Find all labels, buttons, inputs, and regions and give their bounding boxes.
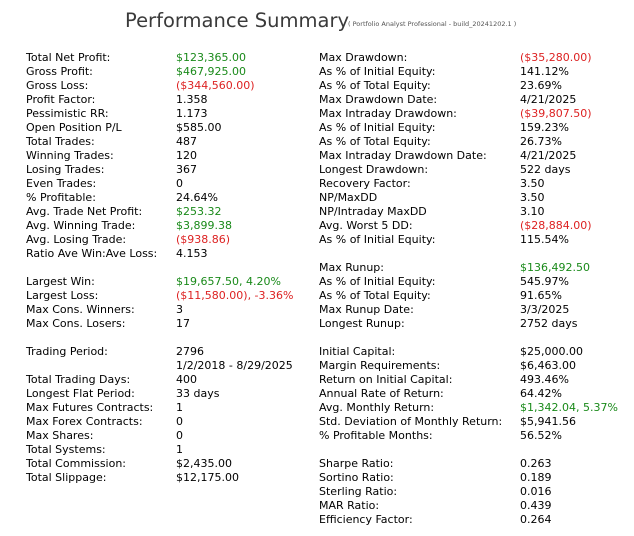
stat-value: 1	[176, 401, 183, 414]
stat-row-total-systems	[26, 443, 316, 457]
stat-value: 3.50	[520, 191, 545, 204]
stat-value: 141.12%	[520, 65, 569, 78]
stat-label: Trading Period:	[26, 345, 108, 358]
stat-row-total-slippage	[26, 471, 316, 485]
stat-value: ($938.86)	[176, 233, 231, 246]
stat-row-std-deviation-of-monthly-return	[319, 415, 629, 429]
spacer-row	[26, 331, 316, 345]
stat-value: 3/3/2025	[520, 303, 570, 316]
stat-value: ($28,884.00)	[520, 219, 592, 232]
stat-row-avg-winning-trade	[26, 219, 316, 233]
stat-row-sortino-ratio	[319, 471, 629, 485]
stat-label: Sharpe Ratio:	[319, 457, 394, 470]
stat-row-initial-capital	[319, 345, 629, 359]
stat-value: 1.173	[176, 107, 208, 120]
stat-row-sterling-ratio	[319, 485, 629, 499]
stat-value: 23.69%	[520, 79, 562, 92]
stat-value: 545.97%	[520, 275, 569, 288]
stat-row-max-forex-contracts	[26, 415, 316, 429]
stat-value: 0.439	[520, 499, 552, 512]
stat-label: Avg. Winning Trade:	[26, 219, 136, 232]
stat-row-total-trading-days	[26, 373, 316, 387]
stat-label: Std. Deviation of Monthly Return:	[319, 415, 503, 428]
stat-row-return-on-initial-capital	[319, 373, 629, 387]
stat-value: 0.264	[520, 513, 552, 526]
stat-value: $2,435.00	[176, 457, 232, 470]
stat-row-margin-requirements	[319, 359, 629, 373]
stat-label: Losing Trades:	[26, 163, 105, 176]
stat-label: NP/Intraday MaxDD	[319, 205, 427, 218]
stat-label: Return on Initial Capital:	[319, 373, 453, 386]
stat-label: Initial Capital:	[319, 345, 396, 358]
stat-value: $3,899.38	[176, 219, 232, 232]
stat-value: 0	[176, 415, 183, 428]
stat-row-open-position-p-l	[26, 121, 316, 135]
stat-value: $585.00	[176, 121, 222, 134]
right-stats-column	[319, 51, 629, 527]
stat-label: Max Drawdown:	[319, 51, 408, 64]
stat-value: $123,365.00	[176, 51, 246, 64]
stat-row-profitable	[26, 191, 316, 205]
stat-label: As % of Initial Equity:	[319, 65, 436, 78]
build-subtitle: ( Portfolio Analyst Professional - build_20241202.1 )	[348, 20, 517, 28]
stat-value: 1/2/2018 - 8/29/2025	[176, 359, 293, 372]
stat-label: As % of Initial Equity:	[319, 121, 436, 134]
stat-value: $467,925.00	[176, 65, 246, 78]
stat-row-as-of-total-equity	[319, 135, 629, 149]
stat-label: Max Cons. Winners:	[26, 303, 135, 316]
stat-value: 0	[176, 177, 183, 190]
page-title: Performance Summary	[125, 9, 350, 32]
stat-row-as-of-total-equity	[319, 289, 629, 303]
spacer-row	[319, 443, 629, 457]
stat-row-as-of-initial-equity	[319, 233, 629, 247]
stat-row-np-intraday-maxdd	[319, 205, 629, 219]
stat-value: 3	[176, 303, 183, 316]
stat-value: 2796	[176, 345, 204, 358]
stat-value: 91.65%	[520, 289, 562, 302]
stat-value: 4/21/2025	[520, 93, 577, 106]
stat-value: 0	[176, 429, 183, 442]
stat-value: 33 days	[176, 387, 220, 400]
stat-label: Gross Loss:	[26, 79, 89, 92]
stat-label: As % of Total Equity:	[319, 79, 431, 92]
stat-value: ($344,560.00)	[176, 79, 255, 92]
stat-row	[26, 359, 316, 373]
stat-label: Total Net Profit:	[26, 51, 111, 64]
stat-row-max-runup-date	[319, 303, 629, 317]
stat-row-longest-flat-period	[26, 387, 316, 401]
stat-row-as-of-initial-equity	[319, 121, 629, 135]
stat-row-efficiency-factor	[319, 513, 629, 527]
stat-value: ($39,807.50)	[520, 107, 592, 120]
stat-value: $5,941.56	[520, 415, 576, 428]
stat-row-as-of-total-equity	[319, 79, 629, 93]
stat-row-max-drawdown	[319, 51, 629, 65]
stat-row-profit-factor	[26, 93, 316, 107]
stat-value: 26.73%	[520, 135, 562, 148]
stat-label: Max Intraday Drawdown Date:	[319, 149, 487, 162]
spacer-row	[26, 261, 316, 275]
stat-value: 487	[176, 135, 197, 148]
stat-label: Even Trades:	[26, 177, 97, 190]
stat-label: Total Slippage:	[26, 471, 107, 484]
stat-row-mar-ratio	[319, 499, 629, 513]
stat-value: 0.263	[520, 457, 552, 470]
stat-value: 1.358	[176, 93, 208, 106]
stat-label: Max Forex Contracts:	[26, 415, 143, 428]
stat-value: 115.54%	[520, 233, 569, 246]
stat-label: % Profitable Months:	[319, 429, 433, 442]
stat-value: 120	[176, 149, 197, 162]
stat-value: $253.32	[176, 205, 222, 218]
stat-row-max-runup	[319, 261, 629, 275]
stat-label: Max Shares:	[26, 429, 94, 442]
stat-label: Longest Drawdown:	[319, 163, 429, 176]
stat-label: MAR Ratio:	[319, 499, 380, 512]
stat-row-avg-worst-5-dd	[319, 219, 629, 233]
stat-row-total-trades	[26, 135, 316, 149]
stat-row-np-maxdd	[319, 191, 629, 205]
stat-row-max-intraday-drawdown-date	[319, 149, 629, 163]
stat-row-max-cons-losers	[26, 317, 316, 331]
stat-row-avg-monthly-return	[319, 401, 629, 415]
stat-row-longest-drawdown	[319, 163, 629, 177]
stat-row-gross-profit	[26, 65, 316, 79]
stat-value: 4/21/2025	[520, 149, 577, 162]
stat-label: Recovery Factor:	[319, 177, 411, 190]
stat-label: Sterling Ratio:	[319, 485, 398, 498]
stat-value: ($35,280.00)	[520, 51, 592, 64]
stat-value: 493.46%	[520, 373, 569, 386]
stat-value: $12,175.00	[176, 471, 239, 484]
stat-label: NP/MaxDD	[319, 191, 378, 204]
stat-row-even-trades	[26, 177, 316, 191]
stat-row-ratio-ave-win-ave-loss	[26, 247, 316, 261]
stat-label: As % of Total Equity:	[319, 289, 431, 302]
stat-row-gross-loss	[26, 79, 316, 93]
stat-value: 3.10	[520, 205, 545, 218]
stat-label: Winning Trades:	[26, 149, 114, 162]
stat-label: Avg. Monthly Return:	[319, 401, 435, 414]
stat-label: Open Position P/L	[26, 121, 122, 134]
stat-row-total-net-profit	[26, 51, 316, 65]
stat-label: Avg. Trade Net Profit:	[26, 205, 143, 218]
left-stats-column	[26, 51, 316, 485]
stat-label: Largest Win:	[26, 275, 95, 288]
stat-row-as-of-initial-equity	[319, 275, 629, 289]
stat-row-as-of-initial-equity	[319, 65, 629, 79]
stat-label: Margin Requirements:	[319, 359, 441, 372]
stat-value: 0.189	[520, 471, 552, 484]
stat-row-max-intraday-drawdown	[319, 107, 629, 121]
stat-row-total-commission	[26, 457, 316, 471]
stat-label: Avg. Worst 5 DD:	[319, 219, 413, 232]
stat-label: Ratio Ave Win:Ave Loss:	[26, 247, 158, 260]
stat-value: 24.64%	[176, 191, 218, 204]
stat-label: % Profitable:	[26, 191, 96, 204]
stat-row-longest-runup	[319, 317, 629, 331]
stat-row-trading-period	[26, 345, 316, 359]
stat-row-max-drawdown-date	[319, 93, 629, 107]
stat-row-largest-loss	[26, 289, 316, 303]
stat-label: Efficiency Factor:	[319, 513, 413, 526]
spacer-row	[319, 331, 629, 345]
stat-label: Longest Runup:	[319, 317, 405, 330]
stat-label: Total Trades:	[26, 135, 95, 148]
stat-label: As % of Initial Equity:	[319, 233, 436, 246]
stat-value: 159.23%	[520, 121, 569, 134]
stat-label: Total Commission:	[26, 457, 127, 470]
stat-value: $25,000.00	[520, 345, 583, 358]
stat-value: 3.50	[520, 177, 545, 190]
stat-label: Longest Flat Period:	[26, 387, 135, 400]
stat-value: 367	[176, 163, 197, 176]
stat-value: $1,342.04, 5.37%	[520, 401, 618, 414]
stat-row-avg-trade-net-profit	[26, 205, 316, 219]
stat-label: As % of Initial Equity:	[319, 275, 436, 288]
stat-value: 400	[176, 373, 197, 386]
stat-label: Max Runup Date:	[319, 303, 414, 316]
stat-row-max-shares	[26, 429, 316, 443]
stat-row-winning-trades	[26, 149, 316, 163]
stat-row-profitable-months	[319, 429, 629, 443]
stat-label: Total Trading Days:	[26, 373, 131, 386]
stat-label: Max Futures Contracts:	[26, 401, 154, 414]
stat-row-avg-losing-trade	[26, 233, 316, 247]
stat-value: 522 days	[520, 163, 571, 176]
stat-row-max-futures-contracts	[26, 401, 316, 415]
stat-label: Max Intraday Drawdown:	[319, 107, 457, 120]
stat-row-pessimistic-rr	[26, 107, 316, 121]
stat-row-annual-rate-of-return	[319, 387, 629, 401]
stat-label: Max Cons. Losers:	[26, 317, 126, 330]
stat-label: Max Runup:	[319, 261, 384, 274]
stat-value: 56.52%	[520, 429, 562, 442]
stat-label: As % of Total Equity:	[319, 135, 431, 148]
stat-label: Annual Rate of Return:	[319, 387, 444, 400]
stat-value: $19,657.50, 4.20%	[176, 275, 281, 288]
stat-row-max-cons-winners	[26, 303, 316, 317]
stat-value: 64.42%	[520, 387, 562, 400]
stat-value: 0.016	[520, 485, 552, 498]
stat-row-largest-win	[26, 275, 316, 289]
stat-value: 4.153	[176, 247, 208, 260]
stat-row-losing-trades	[26, 163, 316, 177]
stat-value: $136,492.50	[520, 261, 590, 274]
stat-value: 2752 days	[520, 317, 578, 330]
stat-value: 17	[176, 317, 190, 330]
stat-value: 1	[176, 443, 183, 456]
stat-value: ($11,580.00), -3.36%	[176, 289, 294, 302]
stat-label: Largest Loss:	[26, 289, 99, 302]
stat-value: $6,463.00	[520, 359, 576, 372]
spacer-row	[319, 247, 629, 261]
stat-row-sharpe-ratio	[319, 457, 629, 471]
stat-label: Sortino Ratio:	[319, 471, 394, 484]
stat-label: Max Drawdown Date:	[319, 93, 438, 106]
stat-row-recovery-factor	[319, 177, 629, 191]
stat-label: Avg. Losing Trade:	[26, 233, 127, 246]
stat-label: Pessimistic RR:	[26, 107, 109, 120]
stat-label: Total Systems:	[26, 443, 106, 456]
stat-label: Profit Factor:	[26, 93, 96, 106]
stat-label: Gross Profit:	[26, 65, 93, 78]
